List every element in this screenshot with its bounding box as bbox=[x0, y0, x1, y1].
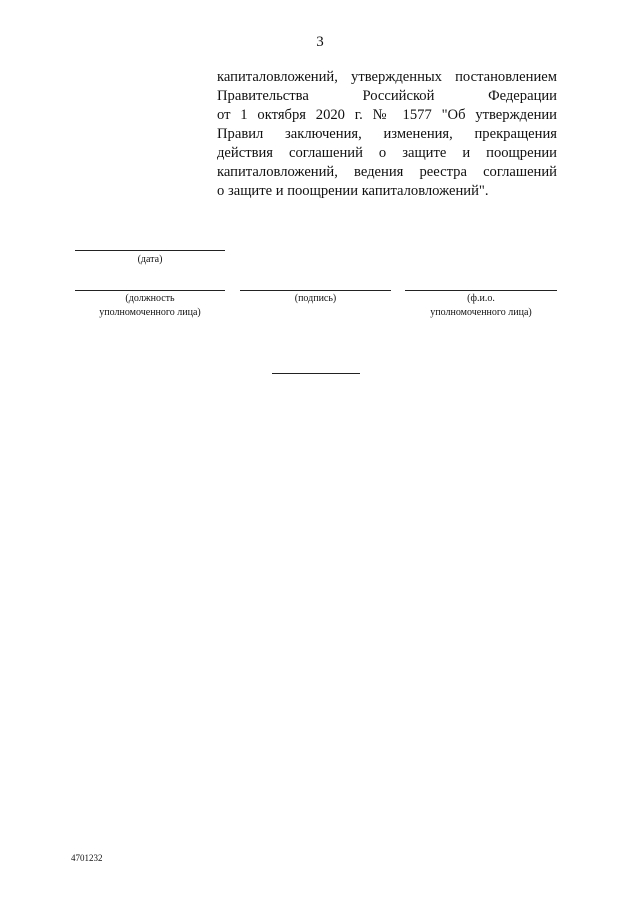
date-caption: (дата) bbox=[137, 254, 163, 265]
position-caption-line-2: уполномоченного лица) bbox=[99, 307, 201, 318]
text-line-1: капиталовложений, утвержденных постановлением bbox=[217, 69, 557, 85]
name-caption-line-2: уполномоченного лица) bbox=[430, 307, 532, 318]
page-number: 3 bbox=[316, 34, 324, 50]
document-id: 4701232 bbox=[71, 853, 103, 863]
signature-line bbox=[240, 290, 391, 291]
text-line-7: о защите и поощрении капиталовложений". bbox=[217, 183, 489, 199]
text-line-4: Правил заключения, изменения, прекращения bbox=[217, 126, 557, 142]
text-line-5: действия соглашений о защите и поощрении bbox=[217, 145, 557, 161]
signature-caption: (подпись) bbox=[294, 293, 337, 304]
position-caption-line-1: (должность bbox=[125, 293, 175, 304]
name-line bbox=[405, 290, 557, 291]
date-line bbox=[75, 250, 225, 251]
closing-separator bbox=[272, 373, 360, 374]
text-line-6: капиталовложений, ведения реестра соглашений bbox=[217, 164, 557, 180]
text-line-2: Правительства Российской Федерации bbox=[217, 88, 557, 104]
text-line-3: от 1 октября 2020 г. № 1577 "Об утверждении bbox=[217, 107, 557, 123]
name-caption-line-1: (ф.и.о. bbox=[467, 293, 495, 304]
position-line bbox=[75, 290, 225, 291]
main-text-paragraph bbox=[217, 68, 557, 201]
